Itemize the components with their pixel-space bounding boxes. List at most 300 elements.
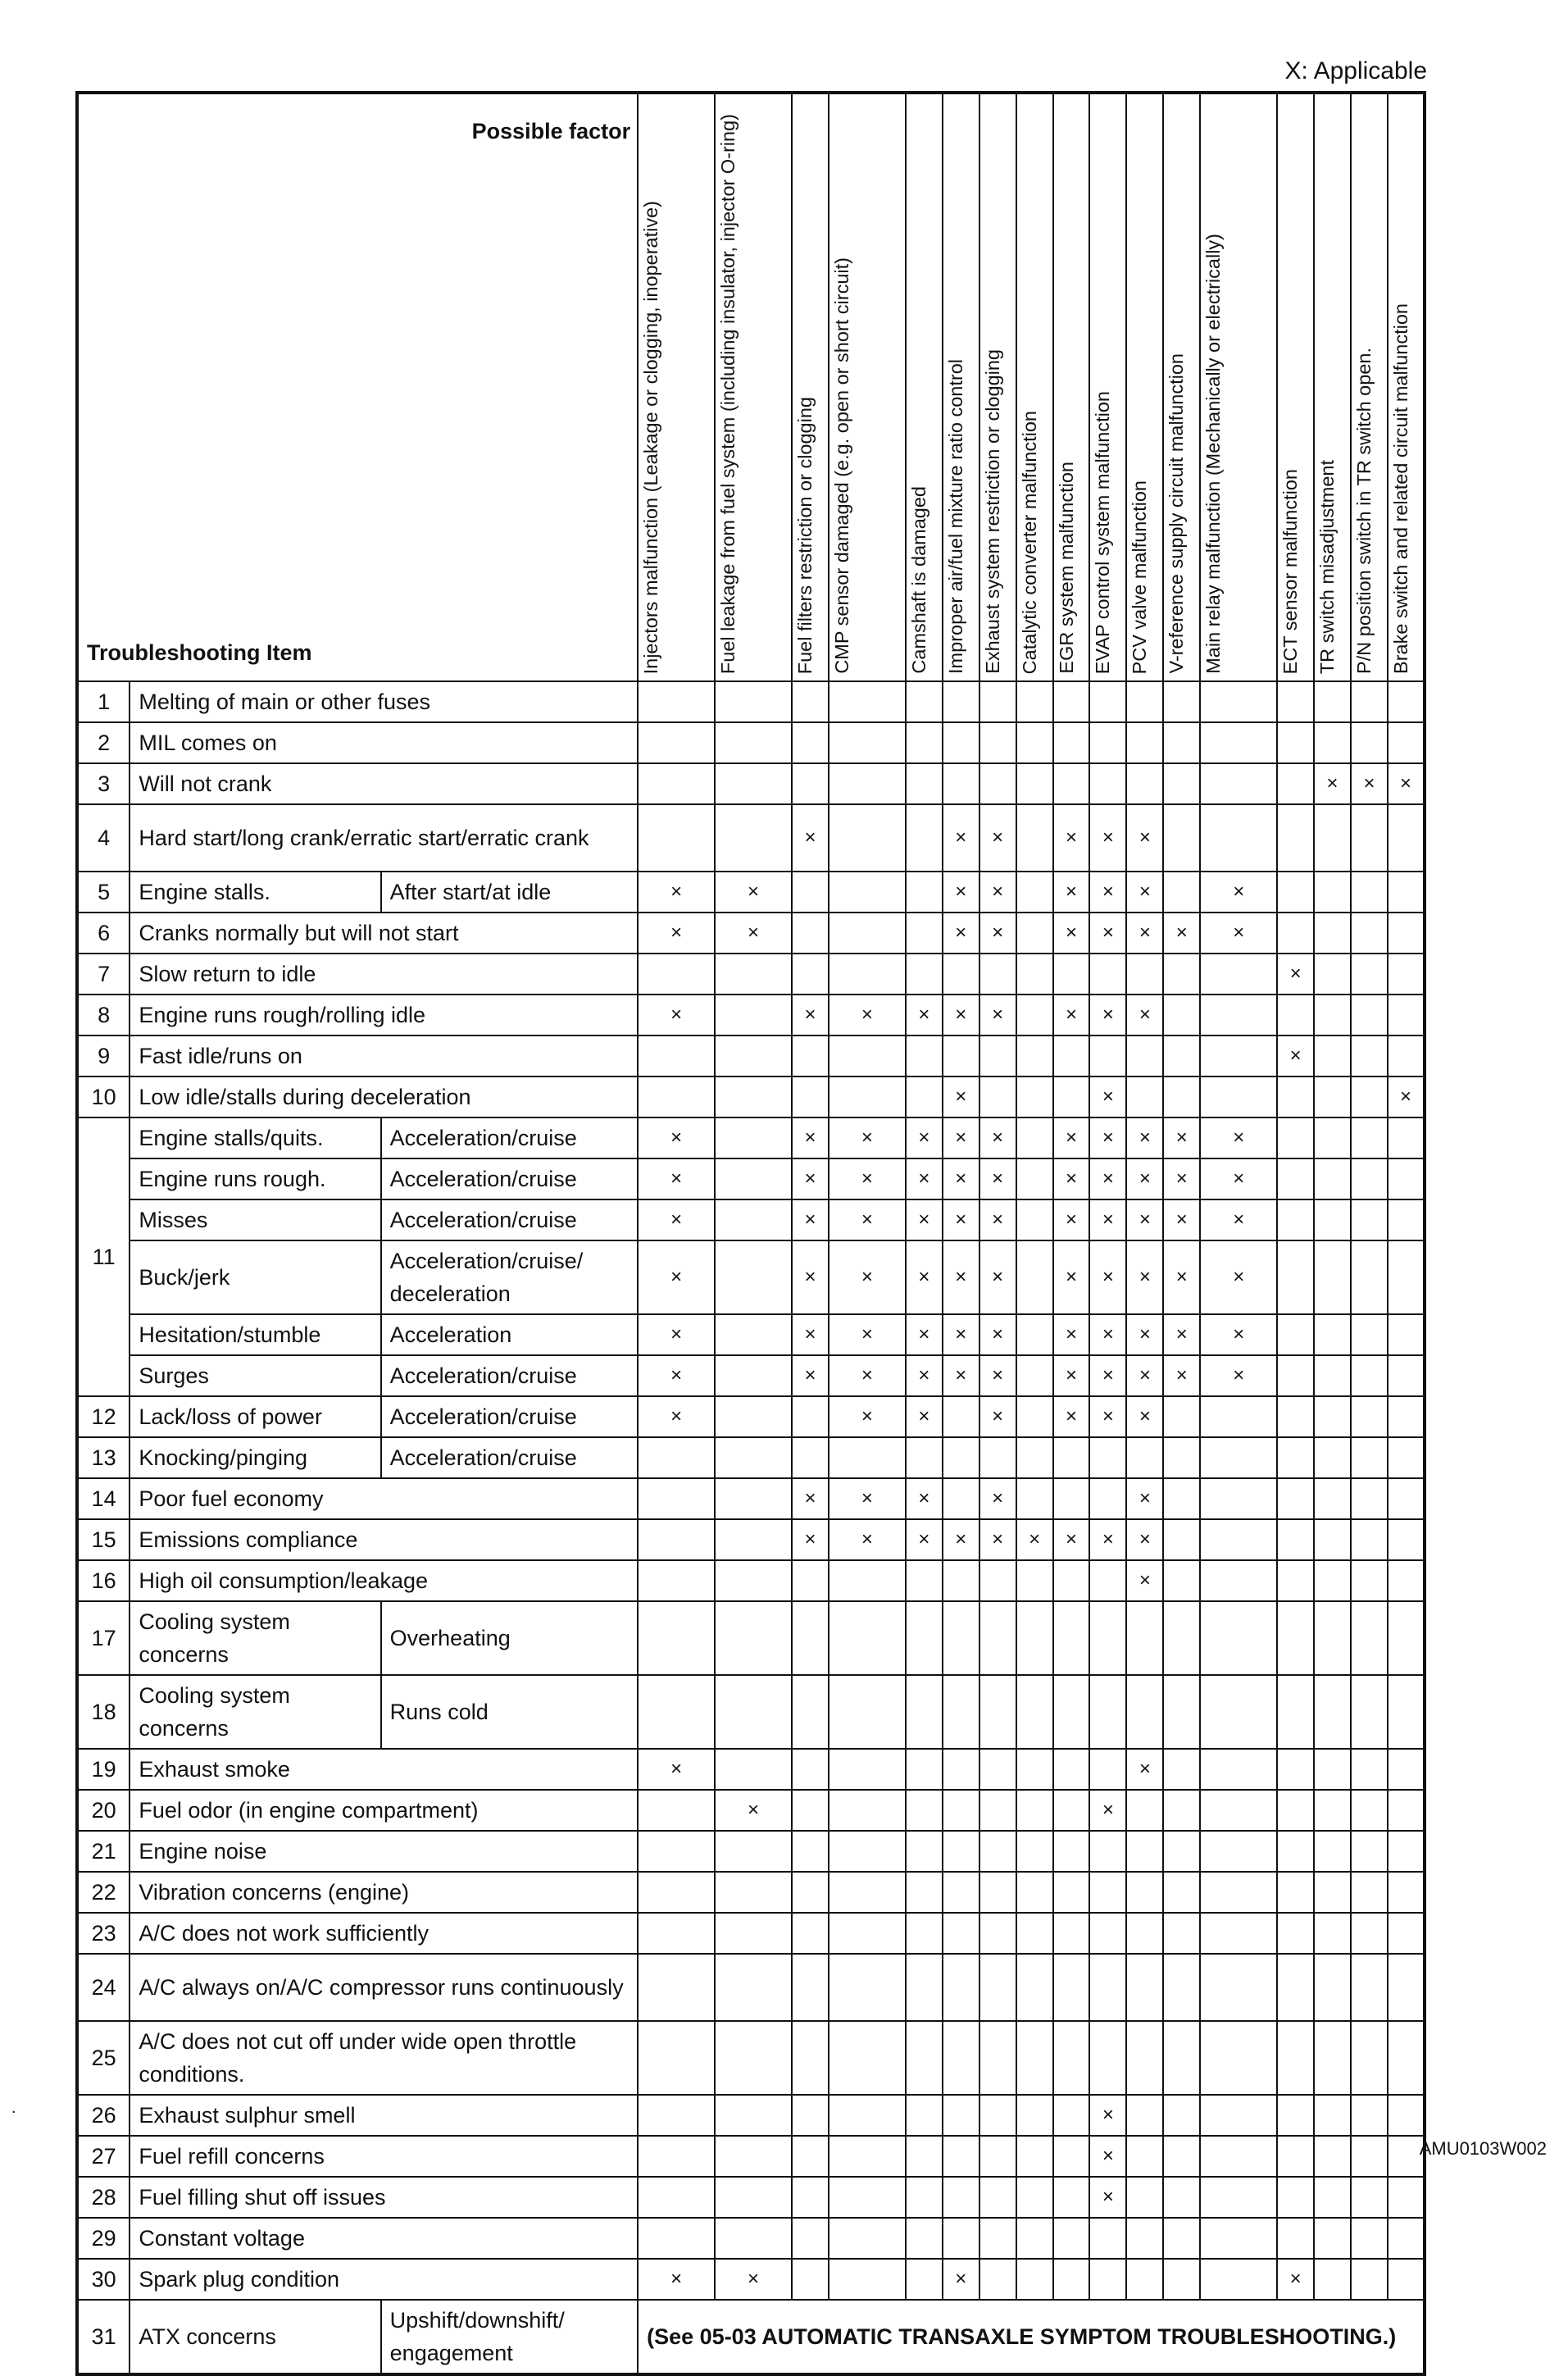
factor-label: PCV valve malfunction — [1129, 480, 1151, 674]
mark-cell — [1351, 1560, 1388, 1601]
mark-cell — [792, 954, 829, 995]
mark-cell — [638, 804, 715, 872]
mark-cell — [906, 1790, 943, 1831]
row-number: 27 — [77, 2136, 130, 2177]
mark-cell — [1053, 1478, 1090, 1519]
applicable-mark: × — [979, 1314, 1016, 1355]
mark-cell — [1163, 2218, 1200, 2259]
mark-cell — [1089, 1954, 1126, 2021]
mark-cell — [1200, 995, 1277, 1036]
row-number: 29 — [77, 2218, 130, 2259]
mark-cell — [1200, 1437, 1277, 1478]
mark-cell — [979, 1601, 1016, 1675]
applicable-mark: × — [829, 1355, 906, 1396]
mark-cell — [979, 2259, 1016, 2300]
condition-cell: Acceleration/cruise — [381, 1117, 638, 1158]
mark-cell — [1314, 1314, 1351, 1355]
mark-cell — [1016, 1478, 1053, 1519]
mark-cell — [1163, 1076, 1200, 1117]
mark-cell — [829, 1872, 906, 1913]
mark-cell — [1053, 1036, 1090, 1076]
applicable-mark: × — [829, 1158, 906, 1199]
mark-cell — [1314, 1954, 1351, 2021]
table-row — [77, 1199, 1425, 1240]
mark-cell — [1351, 2136, 1388, 2177]
mark-cell — [1351, 1954, 1388, 2021]
mark-cell — [1314, 1355, 1351, 1396]
mark-cell — [1277, 1437, 1314, 1478]
mark-cell — [1277, 1831, 1314, 1872]
mark-cell — [1351, 1036, 1388, 1076]
mark-cell — [906, 1076, 943, 1117]
mark-cell — [1351, 1437, 1388, 1478]
applicable-mark: × — [792, 1478, 829, 1519]
table-row — [77, 995, 1425, 1036]
applicable-mark: × — [638, 995, 715, 1036]
mark-cell — [1016, 1675, 1053, 1749]
mark-cell — [1089, 1560, 1126, 1601]
applicable-mark: × — [1126, 1478, 1163, 1519]
mark-cell — [1277, 913, 1314, 954]
mark-cell — [1277, 2095, 1314, 2136]
mark-cell — [1016, 1749, 1053, 1790]
applicable-mark: × — [1126, 1240, 1163, 1314]
mark-cell — [1053, 1913, 1090, 1954]
mark-cell — [1388, 954, 1425, 995]
symptom-cell: Fuel refill concerns — [130, 2136, 638, 2177]
applicable-mark: × — [1200, 1199, 1277, 1240]
mark-cell — [715, 1396, 792, 1437]
table-row — [77, 1872, 1425, 1913]
mark-cell — [906, 1675, 943, 1749]
mark-cell — [1351, 1076, 1388, 1117]
mark-cell — [1163, 2021, 1200, 2095]
legend: X: Applicable — [1284, 57, 1427, 84]
mark-cell — [1016, 1396, 1053, 1437]
mark-cell — [979, 1560, 1016, 1601]
mark-cell — [1053, 1831, 1090, 1872]
mark-cell — [792, 1076, 829, 1117]
mark-cell — [1314, 1560, 1351, 1601]
applicable-mark: × — [1053, 1240, 1090, 1314]
table-row — [77, 1076, 1425, 1117]
figure-code: AMU0103W002 — [1419, 2138, 1547, 2159]
mark-cell — [715, 722, 792, 763]
row-number: 10 — [77, 1076, 130, 1117]
applicable-mark: × — [1200, 913, 1277, 954]
mark-cell — [1351, 1158, 1388, 1199]
mark-cell — [943, 2021, 979, 2095]
applicable-mark: × — [1163, 1240, 1200, 1314]
mark-cell — [1053, 1954, 1090, 2021]
factor-label: EGR system malfunction — [1055, 462, 1077, 674]
applicable-mark: × — [1053, 1519, 1090, 1560]
symptom-cell: Exhaust sulphur smell — [130, 2095, 638, 2136]
applicable-mark: × — [1277, 2259, 1314, 2300]
applicable-mark: × — [1016, 1519, 1053, 1560]
mark-cell — [1351, 2021, 1388, 2095]
mark-cell — [979, 1675, 1016, 1749]
symptom-cell: A/C does not cut off under wide open throttle conditions. — [130, 2021, 638, 2095]
mark-cell — [1351, 804, 1388, 872]
factor-label: P/N position switch in TR switch open. — [1353, 348, 1375, 674]
mark-cell — [1126, 2136, 1163, 2177]
condition-cell: Upshift/downshift/ engagement — [381, 2300, 638, 2374]
mark-cell — [1388, 913, 1425, 954]
mark-cell — [1277, 1158, 1314, 1199]
mark-cell — [943, 2136, 979, 2177]
applicable-mark: × — [715, 2259, 792, 2300]
mark-cell — [1277, 2177, 1314, 2218]
mark-cell — [1089, 763, 1126, 804]
mark-cell — [638, 1478, 715, 1519]
mark-cell — [1314, 1240, 1351, 1314]
mark-cell — [792, 2095, 829, 2136]
applicable-mark: × — [1089, 1240, 1126, 1314]
table-row — [77, 804, 1425, 872]
applicable-mark: × — [979, 1396, 1016, 1437]
mark-cell — [1277, 1478, 1314, 1519]
symptom-cell: MIL comes on — [130, 722, 638, 763]
mark-cell — [1277, 1314, 1314, 1355]
symptom-cell: Knocking/pinging — [130, 1437, 380, 1478]
mark-cell — [906, 2136, 943, 2177]
applicable-mark: × — [1089, 1199, 1126, 1240]
mark-cell — [1200, 763, 1277, 804]
applicable-mark: × — [829, 1199, 906, 1240]
mark-cell — [715, 1913, 792, 1954]
mark-cell — [829, 1601, 906, 1675]
condition-cell: Runs cold — [381, 1675, 638, 1749]
mark-cell — [1053, 1790, 1090, 1831]
applicable-mark: × — [906, 1396, 943, 1437]
mark-cell — [1314, 804, 1351, 872]
mark-cell — [1388, 1117, 1425, 1158]
mark-cell — [792, 2021, 829, 2095]
row-number: 25 — [77, 2021, 130, 2095]
mark-cell — [1314, 1396, 1351, 1437]
mark-cell — [715, 954, 792, 995]
mark-cell — [829, 954, 906, 995]
mark-cell — [943, 954, 979, 995]
mark-cell — [1388, 1675, 1425, 1749]
applicable-mark: × — [1126, 1199, 1163, 1240]
symptom-cell: A/C does not work sufficiently — [130, 1913, 638, 1954]
factor-header — [979, 93, 1016, 681]
symptom-cell: Engine stalls/quits. — [130, 1117, 380, 1158]
table-row — [77, 1519, 1425, 1560]
applicable-mark: × — [943, 1355, 979, 1396]
symptom-cell: Engine runs rough/rolling idle — [130, 995, 638, 1036]
applicable-mark: × — [829, 1396, 906, 1437]
mark-cell — [1200, 804, 1277, 872]
applicable-mark: × — [906, 1478, 943, 1519]
row-number: 30 — [77, 2259, 130, 2300]
symptom-cell: Lack/loss of power — [130, 1396, 380, 1437]
applicable-mark: × — [906, 1158, 943, 1199]
mark-cell — [792, 1831, 829, 1872]
applicable-mark: × — [638, 872, 715, 913]
applicable-mark: × — [1053, 804, 1090, 872]
applicable-mark: × — [906, 1355, 943, 1396]
applicable-mark: × — [792, 804, 829, 872]
row-number: 6 — [77, 913, 130, 954]
mark-cell — [906, 681, 943, 722]
mark-cell — [638, 1913, 715, 1954]
mark-cell — [638, 1954, 715, 2021]
mark-cell — [943, 1036, 979, 1076]
applicable-mark: × — [1126, 1314, 1163, 1355]
mark-cell — [1089, 1749, 1126, 1790]
mark-cell — [715, 1749, 792, 1790]
mark-cell — [1351, 1117, 1388, 1158]
mark-cell — [638, 2095, 715, 2136]
mark-cell — [1016, 1872, 1053, 1913]
mark-cell — [1277, 2218, 1314, 2259]
mark-cell — [1089, 1036, 1126, 1076]
mark-cell — [1351, 1749, 1388, 1790]
mark-cell — [1277, 1560, 1314, 1601]
mark-cell — [1200, 954, 1277, 995]
table-row — [77, 1831, 1425, 1872]
mark-cell — [1200, 1560, 1277, 1601]
mark-cell — [1351, 1601, 1388, 1675]
mark-cell — [1163, 2136, 1200, 2177]
table-row — [77, 1601, 1425, 1675]
row-number: 14 — [77, 1478, 130, 1519]
applicable-mark: × — [943, 2259, 979, 2300]
mark-cell — [1016, 1831, 1053, 1872]
mark-cell — [979, 2218, 1016, 2259]
mark-cell — [1351, 1913, 1388, 1954]
mark-cell — [1053, 763, 1090, 804]
applicable-mark: × — [638, 1355, 715, 1396]
symptom-cell: Slow return to idle — [130, 954, 638, 995]
mark-cell — [1277, 872, 1314, 913]
mark-cell — [1351, 954, 1388, 995]
factor-header — [1016, 93, 1053, 681]
table-row — [77, 2218, 1425, 2259]
applicable-mark: × — [1126, 1560, 1163, 1601]
mark-cell — [1351, 1675, 1388, 1749]
mark-cell — [1053, 2259, 1090, 2300]
mark-cell — [1163, 681, 1200, 722]
mark-cell — [829, 1437, 906, 1478]
mark-cell — [1277, 1396, 1314, 1437]
header-corner — [77, 93, 638, 681]
mark-cell — [638, 1790, 715, 1831]
mark-cell — [1388, 681, 1425, 722]
mark-cell — [715, 1240, 792, 1314]
mark-cell — [715, 1437, 792, 1478]
mark-cell — [715, 1036, 792, 1076]
mark-cell — [1016, 763, 1053, 804]
symptom-cell: Hard start/long crank/erratic start/erratic crank — [130, 804, 638, 872]
mark-cell — [1016, 1790, 1053, 1831]
condition-cell: After start/at idle — [381, 872, 638, 913]
mark-cell — [1016, 681, 1053, 722]
mark-cell — [715, 1872, 792, 1913]
mark-cell — [1200, 1601, 1277, 1675]
table-row — [77, 1560, 1425, 1601]
row-number: 9 — [77, 1036, 130, 1076]
mark-cell — [792, 681, 829, 722]
factor-header — [1126, 93, 1163, 681]
table-row — [77, 1954, 1425, 2021]
mark-cell — [1126, 1790, 1163, 1831]
table-row — [77, 1749, 1425, 1790]
mark-cell — [943, 1790, 979, 1831]
mark-cell — [638, 2136, 715, 2177]
mark-cell — [906, 1831, 943, 1872]
mark-cell — [979, 1437, 1016, 1478]
applicable-mark: × — [1089, 872, 1126, 913]
mark-cell — [943, 2177, 979, 2218]
applicable-mark: × — [715, 913, 792, 954]
mark-cell — [1388, 995, 1425, 1036]
factor-label: Brake switch and related circuit malfunction — [1389, 303, 1411, 674]
factor-header — [1277, 93, 1314, 681]
mark-cell — [1126, 722, 1163, 763]
table-row — [77, 1437, 1425, 1478]
condition-cell: Overheating — [381, 1601, 638, 1675]
applicable-mark: × — [1388, 763, 1425, 804]
mark-cell — [1016, 1601, 1053, 1675]
applicable-mark: × — [906, 1314, 943, 1355]
mark-cell — [1277, 1913, 1314, 1954]
mark-cell — [1351, 1872, 1388, 1913]
mark-cell — [1016, 804, 1053, 872]
mark-cell — [1126, 681, 1163, 722]
applicable-mark: × — [1053, 1158, 1090, 1199]
mark-cell — [1277, 804, 1314, 872]
mark-cell — [1314, 1519, 1351, 1560]
applicable-mark: × — [943, 1199, 979, 1240]
mark-cell — [1089, 2021, 1126, 2095]
mark-cell — [979, 2021, 1016, 2095]
mark-cell — [1388, 1831, 1425, 1872]
mark-cell — [792, 722, 829, 763]
mark-cell — [943, 1478, 979, 1519]
mark-cell — [906, 763, 943, 804]
mark-cell — [792, 2218, 829, 2259]
applicable-mark: × — [1277, 954, 1314, 995]
mark-cell — [1388, 1240, 1425, 1314]
row-number: 15 — [77, 1519, 130, 1560]
factor-header — [1053, 93, 1090, 681]
mark-cell — [829, 2021, 906, 2095]
applicable-mark: × — [829, 1117, 906, 1158]
mark-cell — [1163, 763, 1200, 804]
mark-cell — [829, 2177, 906, 2218]
mark-cell — [906, 2177, 943, 2218]
mark-cell — [979, 954, 1016, 995]
mark-cell — [792, 1913, 829, 1954]
mark-cell — [792, 1872, 829, 1913]
mark-cell — [1277, 1117, 1314, 1158]
symptom-cell: Buck/jerk — [130, 1240, 380, 1314]
applicable-mark: × — [1053, 995, 1090, 1036]
mark-cell — [1016, 2259, 1053, 2300]
applicable-mark: × — [943, 1519, 979, 1560]
applicable-mark: × — [979, 872, 1016, 913]
mark-cell — [1314, 1790, 1351, 1831]
mark-cell — [829, 1076, 906, 1117]
mark-cell — [829, 1675, 906, 1749]
applicable-mark: × — [906, 1519, 943, 1560]
applicable-mark: × — [1053, 913, 1090, 954]
mark-cell — [1016, 872, 1053, 913]
mark-cell — [1016, 1954, 1053, 2021]
applicable-mark: × — [792, 1519, 829, 1560]
mark-cell — [1053, 1560, 1090, 1601]
factor-header — [829, 93, 906, 681]
row-number: 31 — [77, 2300, 130, 2374]
mark-cell — [715, 1117, 792, 1158]
mark-cell — [1200, 2218, 1277, 2259]
mark-cell — [906, 722, 943, 763]
mark-cell — [1314, 2021, 1351, 2095]
mark-cell — [792, 2136, 829, 2177]
row-number: 16 — [77, 1560, 130, 1601]
applicable-mark: × — [1163, 1199, 1200, 1240]
mark-cell — [1126, 1831, 1163, 1872]
mark-cell — [1163, 804, 1200, 872]
troubleshooting-item-label: Troubleshooting Item — [87, 640, 312, 665]
mark-cell — [1126, 2021, 1163, 2095]
mark-cell — [1351, 2095, 1388, 2136]
mark-cell — [906, 2021, 943, 2095]
mark-cell — [1053, 954, 1090, 995]
mark-cell — [829, 2095, 906, 2136]
mark-cell — [1388, 1199, 1425, 1240]
mark-cell — [943, 1954, 979, 2021]
row-number: 5 — [77, 872, 130, 913]
mark-cell — [715, 763, 792, 804]
factor-header — [906, 93, 943, 681]
mark-cell — [943, 681, 979, 722]
applicable-mark: × — [638, 1240, 715, 1314]
mark-cell — [1388, 2095, 1425, 2136]
applicable-mark: × — [906, 995, 943, 1036]
applicable-mark: × — [715, 872, 792, 913]
applicable-mark: × — [979, 1199, 1016, 1240]
mark-cell — [1016, 1355, 1053, 1396]
mark-cell — [1053, 2177, 1090, 2218]
mark-cell — [638, 1437, 715, 1478]
table-row — [77, 722, 1425, 763]
table-row — [77, 1240, 1425, 1314]
mark-cell — [1388, 1355, 1425, 1396]
mark-cell — [979, 1872, 1016, 1913]
mark-cell — [1163, 1954, 1200, 2021]
mark-cell — [943, 1601, 979, 1675]
mark-cell — [979, 2177, 1016, 2218]
mark-cell — [906, 1913, 943, 1954]
mark-cell — [1314, 681, 1351, 722]
applicable-mark: × — [1053, 1355, 1090, 1396]
condition-cell: Acceleration/cruise — [381, 1437, 638, 1478]
mark-cell — [715, 1199, 792, 1240]
mark-cell — [906, 1749, 943, 1790]
symptom-cell: Fast idle/runs on — [130, 1036, 638, 1076]
mark-cell — [638, 722, 715, 763]
mark-cell — [1314, 1913, 1351, 1954]
applicable-mark: × — [1089, 995, 1126, 1036]
mark-cell — [829, 1560, 906, 1601]
applicable-mark: × — [1200, 1240, 1277, 1314]
mark-cell — [979, 722, 1016, 763]
